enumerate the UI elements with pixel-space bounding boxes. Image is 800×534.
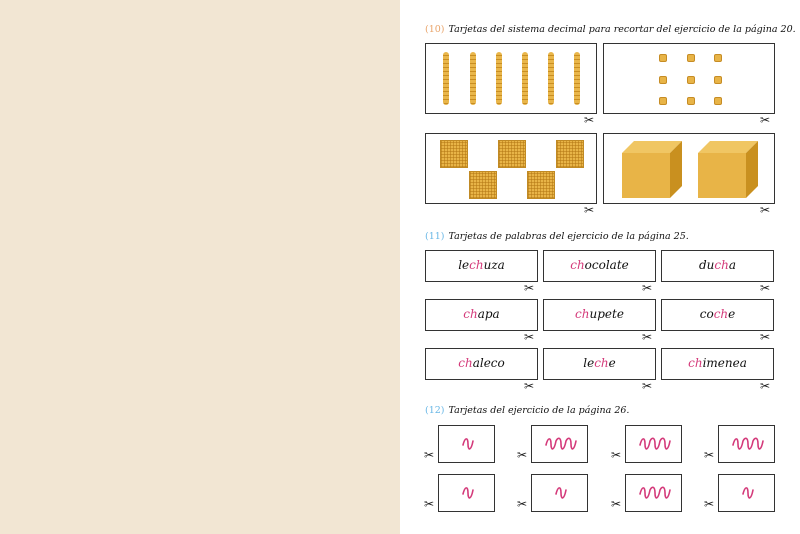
word-card[interactable] — [543, 250, 656, 282]
unit-cube — [659, 76, 667, 84]
word-text: chaleco — [458, 356, 505, 370]
section-11-number: (11) — [425, 231, 445, 242]
scissors-icon: ✂ — [760, 203, 771, 217]
wave-pattern-icon — [638, 484, 672, 502]
word-text: coche — [699, 307, 736, 321]
thousand-cube — [622, 141, 682, 198]
word-card[interactable] — [661, 250, 774, 282]
unit-cube — [659, 54, 667, 62]
scissors-icon: ✂ — [642, 281, 653, 295]
section-10-heading — [425, 24, 796, 35]
thousand-cube — [698, 141, 758, 198]
word-text: chapa — [463, 307, 500, 321]
hundred-flat — [556, 140, 584, 168]
wave-card[interactable] — [718, 425, 775, 463]
section-11-text: Tarjetas de palabras del ejercicio de la página 25. — [448, 231, 689, 242]
section-12-number: (12) — [425, 405, 445, 416]
scissors-icon: ✂ — [760, 281, 771, 295]
wave-card[interactable] — [718, 474, 775, 512]
scissors-icon: ✂ — [760, 113, 771, 127]
wave-pattern-icon — [741, 484, 755, 502]
tens-rod — [470, 52, 476, 105]
section-10-text: Tarjetas del sistema decimal para recortar del ejercicio de la página 20. — [448, 24, 796, 35]
wave-card[interactable] — [438, 425, 495, 463]
wave-card[interactable] — [531, 425, 588, 463]
scissors-icon: ✂ — [584, 203, 595, 217]
wave-pattern-icon — [461, 484, 475, 502]
tens-rod — [496, 52, 502, 105]
tens-rod — [443, 52, 449, 105]
word-card[interactable] — [425, 299, 538, 331]
section-10-number: (10) — [425, 24, 445, 35]
wave-card[interactable] — [625, 474, 682, 512]
card-thousand-cubes[interactable] — [603, 133, 775, 204]
scissors-icon: ✂ — [760, 379, 771, 393]
scissors-icon: ✂ — [611, 448, 622, 462]
word-card[interactable] — [661, 348, 774, 380]
wave-pattern-icon — [638, 435, 672, 453]
wave-card[interactable] — [531, 474, 588, 512]
unit-cube — [714, 54, 722, 62]
unit-cube — [687, 54, 695, 62]
word-text: lechuza — [458, 258, 505, 272]
scissors-icon: ✂ — [584, 113, 595, 127]
section-12-heading — [425, 405, 629, 416]
scissors-icon: ✂ — [704, 448, 715, 462]
wave-pattern-icon — [461, 435, 475, 453]
unit-cube — [687, 76, 695, 84]
hundred-flat — [440, 140, 468, 168]
word-card[interactable] — [425, 348, 538, 380]
card-hundreds-flats[interactable] — [425, 133, 597, 204]
tens-rod — [548, 52, 554, 105]
scissors-icon: ✂ — [524, 330, 535, 344]
tens-rod — [574, 52, 580, 105]
hundred-flat — [527, 171, 555, 199]
word-text: chimenea — [688, 356, 747, 370]
scissors-icon: ✂ — [642, 379, 653, 393]
wave-pattern-icon — [544, 435, 578, 453]
card-tens-rods[interactable] — [425, 43, 597, 114]
hundred-flat — [469, 171, 497, 199]
scissors-icon: ✂ — [760, 330, 771, 344]
scissors-icon: ✂ — [704, 497, 715, 511]
unit-cube — [714, 76, 722, 84]
scissors-icon: ✂ — [524, 281, 535, 295]
hundred-flat — [498, 140, 526, 168]
section-12-text: Tarjetas del ejercicio de la página 26. — [448, 405, 630, 416]
scissors-icon: ✂ — [517, 497, 528, 511]
wave-card[interactable] — [625, 425, 682, 463]
scissors-icon: ✂ — [424, 448, 435, 462]
scissors-icon: ✂ — [524, 379, 535, 393]
wave-card[interactable] — [438, 474, 495, 512]
word-text: ducha — [698, 258, 737, 272]
word-text: leche — [583, 356, 616, 370]
tens-rod — [522, 52, 528, 105]
unit-cube — [687, 97, 695, 105]
scissors-icon: ✂ — [611, 497, 622, 511]
scissors-icon: ✂ — [424, 497, 435, 511]
unit-cube — [659, 97, 667, 105]
section-11-heading — [425, 231, 689, 242]
right-page — [400, 0, 800, 534]
wave-pattern-icon — [554, 484, 568, 502]
word-card[interactable] — [543, 348, 656, 380]
word-card[interactable] — [661, 299, 774, 331]
scissors-icon: ✂ — [517, 448, 528, 462]
card-units[interactable] — [603, 43, 775, 114]
word-text: chupete — [575, 307, 624, 321]
wave-pattern-icon — [731, 435, 765, 453]
word-card[interactable] — [425, 250, 538, 282]
word-card[interactable] — [543, 299, 656, 331]
scissors-icon: ✂ — [642, 330, 653, 344]
word-text: chocolate — [570, 258, 629, 272]
unit-cube — [714, 97, 722, 105]
